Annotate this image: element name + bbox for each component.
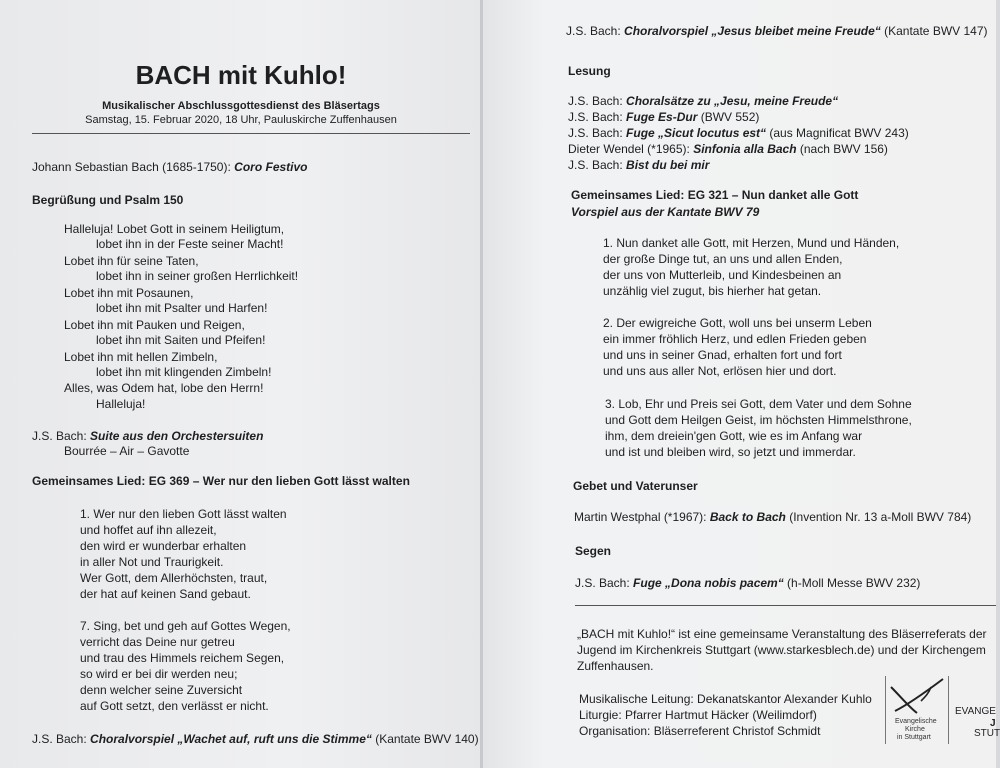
second-logo-text: STUT [974, 728, 1000, 739]
verse-line: so wird er bei dir werden neu; [80, 667, 238, 681]
piece-jesus-bleibet: J.S. Bach: Choralvorspiel „Jesus bleibet meine Freude“ (Kantate BWV 147) [566, 24, 988, 38]
verse-line: und hoffet auf ihn allezeit, [80, 523, 217, 537]
heading-lesung: Lesung [568, 64, 611, 78]
verse-line: 3. Lob, Ehr und Preis sei Gott, dem Vater und dem Sohne [605, 397, 912, 411]
psalm-line: lobet ihn in seiner großen Herrlichkeit! [96, 269, 299, 283]
piece-item: J.S. Bach: Fuge Es-Dur (BWV 552) [568, 110, 760, 124]
psalm-line: Lobet ihn mit hellen Zimbeln, [64, 350, 218, 364]
verse-line: unzählig viel zugut, bis hierher hat getan. [603, 284, 822, 298]
credit-line: Musikalische Leitung: Dekanatskantor Alexander Kuhlo [579, 692, 872, 706]
verse-line: 2. Der ewigreiche Gott, woll uns bei unserm Leben [603, 316, 872, 330]
piece-coro-festivo: Johann Sebastian Bach (1685-1750): Coro Festivo [32, 160, 308, 174]
logo-text: in Stuttgart [897, 734, 931, 741]
piece-item: Dieter Wendel (*1965): Sinfonia alla Bach (nach BWV 156) [568, 142, 888, 156]
piece-item: J.S. Bach: Choralsätze zu „Jesu, meine Freude“ [568, 94, 839, 108]
verse-line: verricht das Deine nur getreu [80, 635, 235, 649]
verse-line: Wer Gott, dem Allerhöchsten, traut, [80, 571, 268, 585]
heading-gebet: Gebet und Vaterunser [573, 479, 698, 493]
info-line: Zuffenhausen. [577, 659, 654, 673]
logo-text: Kirche [905, 726, 925, 733]
church-logo-icon [887, 677, 949, 717]
verse-line: denn welcher seine Zuversicht [80, 683, 243, 697]
psalm-line: Lobet ihn für seine Taten, [64, 254, 199, 268]
psalm-line: lobet ihn mit Saiten und Pfeifen! [96, 333, 266, 347]
verse-line: den wird er wunderbar erhalten [80, 539, 247, 553]
piece-back-to-bach: Martin Westphal (*1967): Back to Bach (Invention Nr. 13 a-Moll BWV 784) [574, 510, 972, 524]
piece-item: J.S. Bach: Fuge „Sicut locutus est“ (aus Magnificat BWV 243) [568, 126, 909, 140]
heading-song-eg321: Gemeinsames Lied: EG 321 – Nun danket alle Gott [571, 188, 859, 202]
program-date: Samstag, 15. Februar 2020, 18 Uhr, Pauluskirche Zuffenhausen [85, 114, 397, 126]
verse-line: 7. Sing, bet und geh auf Gottes Wegen, [80, 619, 291, 633]
psalm-line: Lobet ihn mit Posaunen, [64, 286, 194, 300]
verse-line: und ist und bleiben wird, so jetzt und immerdar. [605, 445, 856, 459]
heading-segen: Segen [575, 544, 612, 558]
psalm-line: lobet ihn mit klingenden Zimbeln! [96, 365, 272, 379]
verse-line: und Gott dem Heilgen Geist, im höchsten Himmelsthrone, [605, 413, 912, 427]
verse-line: in aller Not und Traurigkeit. [80, 555, 224, 569]
piece-suite: J.S. Bach: Suite aus den Orchestersuiten [32, 429, 264, 443]
info-line: „BACH mit Kuhlo!“ ist eine gemeinsame Veranstaltung des Bläserreferats der [577, 627, 987, 641]
psalm-line: Halleluja! Lobet Gott in seinem Heiligtum, [64, 222, 285, 236]
suite-movements: Bourrée – Air – Gavotte [64, 444, 190, 458]
verse-line: und trau des Himmels reichem Segen, [80, 651, 285, 665]
heading-song-eg369: Gemeinsames Lied: EG 369 – Wer nur den lieben Gott lässt walten [32, 474, 410, 488]
program-subtitle: Musikalischer Abschlussgottesdienst des Bläsertags [102, 100, 380, 112]
verse-line: ein immer fröhlich Herz, und edlen Frieden geben [603, 332, 867, 346]
psalm-line: lobet ihn mit Psalter und Harfen! [96, 301, 268, 315]
heading-psalm: Begrüßung und Psalm 150 [32, 193, 184, 207]
footer-divider [575, 605, 996, 606]
psalm-line: lobet ihn in der Feste seiner Macht! [96, 237, 284, 251]
second-logo-text: EVANGE [955, 706, 996, 717]
left-page [0, 0, 482, 768]
vorspiel-line: Vorspiel aus der Kantate BWV 79 [571, 205, 760, 219]
verse-line: und uns in seiner Gnad, erhalten fort und fort [603, 348, 842, 362]
verse-line: der große Dinge tut, an uns und allen Enden, [603, 252, 843, 266]
verse-line: 1. Nun danket alle Gott, mit Herzen, Mund und Händen, [603, 236, 900, 250]
verse-line: der uns von Mutterleib, und Kindesbeinen an [603, 268, 842, 282]
program-title: BACH mit Kuhlo! [135, 60, 347, 90]
second-logo-text: J [990, 718, 996, 729]
verse-line: auf Gott setzt, den verlässt er nicht. [80, 699, 269, 713]
logo-divider [885, 676, 886, 744]
title-divider [32, 133, 470, 134]
logo-text: Evangelische [895, 718, 937, 725]
verse-line: der hat auf keinen Sand gebaut. [80, 587, 251, 601]
verse-line: ihm, dem dreiein'gen Gott, wie es im Anfang war [605, 429, 863, 443]
logo-divider [948, 676, 949, 744]
piece-item: J.S. Bach: Bist du bei mir [568, 158, 710, 172]
psalm-line: Lobet ihn mit Pauken und Reigen, [64, 318, 245, 332]
piece-dona-nobis: J.S. Bach: Fuge „Dona nobis pacem“ (h-Moll Messe BWV 232) [575, 576, 921, 590]
piece-wachet-auf: J.S. Bach: Choralvorspiel „Wachet auf, ruft uns die Stimme“ (Kantate BWV 140) [32, 732, 479, 746]
info-line: Jugend im Kirchenkreis Stuttgart (www.starkesblech.de) und der Kirchengem [577, 643, 986, 657]
credit-line: Liturgie: Pfarrer Hartmut Häcker (Weilimdorf) [579, 708, 817, 722]
verse-line: 1. Wer nur den lieben Gott lässt walten [80, 507, 287, 521]
psalm-line: Halleluja! [96, 397, 146, 411]
credit-line: Organisation: Bläserreferent Christof Schmidt [579, 724, 821, 738]
psalm-line: Alles, was Odem hat, lobe den Herrn! [64, 381, 264, 395]
right-page [483, 0, 1000, 768]
verse-line: und uns aus aller Not, erlösen hier und dort. [603, 364, 837, 378]
